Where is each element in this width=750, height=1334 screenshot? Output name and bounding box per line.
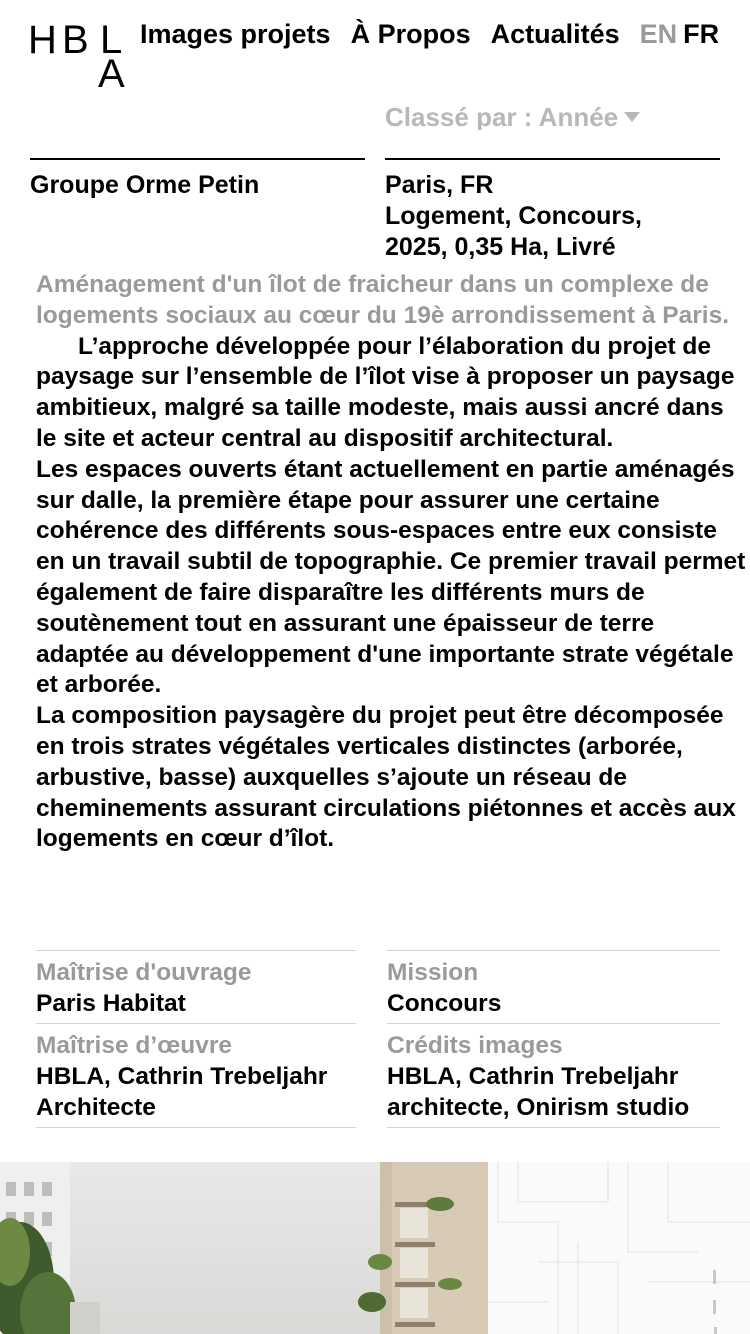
info-label: Crédits images [387,1032,563,1059]
info-value: HBLA, Cathrin Trebeljahr architecte, Onirism studio [387,1063,690,1121]
lang-fr-link[interactable]: FR [683,19,720,49]
logo-letter: H [28,18,57,62]
logo-letter: B [62,18,89,62]
main-nav [140,18,719,50]
info-value: Concours [387,990,502,1017]
site-plan-image[interactable] [488,1162,750,1334]
info-cell [387,1023,720,1128]
logo-letter: L [100,18,123,62]
nav-images-projets[interactable]: Images projets [140,19,331,49]
description-lead: Aménagement d'un îlot de fraicheur dans un complexe de logements sociaux au cœur du 19è arrondissement à Paris. [36,271,730,329]
hbla-logo[interactable] [28,14,132,94]
info-cell [387,950,720,1023]
info-label: Maîtrise d’œuvre [36,1032,233,1059]
divider [385,158,720,160]
sort-label: Classé par : Année [385,102,619,130]
info-label: Maîtrise d'ouvrage [36,959,252,986]
site-header [0,0,750,100]
info-cell [36,950,356,1023]
project-description [36,270,746,855]
project-categories: Logement, Concours, [385,202,642,230]
project-meta [385,170,735,263]
info-column-right [387,950,720,1128]
project-details: 2025, 0,35 Ha, Livré [385,233,616,261]
caret-down-icon [624,112,640,122]
info-value: HBLA, Cathrin Trebeljahr Architecte [36,1063,328,1121]
nav-actualites[interactable]: Actualités [490,19,620,49]
info-label: Mission [387,959,479,986]
project-render-image[interactable] [0,1162,488,1334]
plan-illustration [488,1162,750,1334]
description-paragraph: Les espaces ouverts étant actuellement en partie aménagés sur dalle, la première étape pour assurer une certaine cohérence des différents sous-espaces entre eux consiste en un travail subtil de topographie. Ce premier travail permet également de faire disparaître les différents murs de soutènement tout en assurant une épaisseur de terre adaptée au développement d'une importante strate végétale et arborée. [36,455,746,699]
project-title: Groupe Orme Petin [30,171,260,199]
info-cell [36,1023,356,1128]
description-paragraph: L’approche développée pour l’élaboration du projet de paysage sur l’ensemble de l’îlot vise à proposer un paysage ambitieux, malgré sa taille modeste, mais aussi ancré dans le site et acteur central au dispositif architectural. [36,332,735,452]
divider [30,158,365,160]
sort-dropdown[interactable] [385,100,640,130]
description-paragraph: La composition paysagère du projet peut être décomposée en trois strates végétales verticales distinctes (arborée, arbustive, basse) auxquelles s’ajoute un réseau de cheminements assurant circulations piétonnes et accès aux logements en cœur d’îlot. [36,702,736,853]
info-column-left [36,950,356,1128]
project-location: Paris, FR [385,171,494,199]
nav-a-propos[interactable]: À Propos [350,19,471,49]
logo-letter: A [98,52,125,96]
lang-en-link[interactable]: EN [639,19,678,49]
info-value: Paris Habitat [36,990,186,1017]
render-illustration [0,1162,488,1334]
